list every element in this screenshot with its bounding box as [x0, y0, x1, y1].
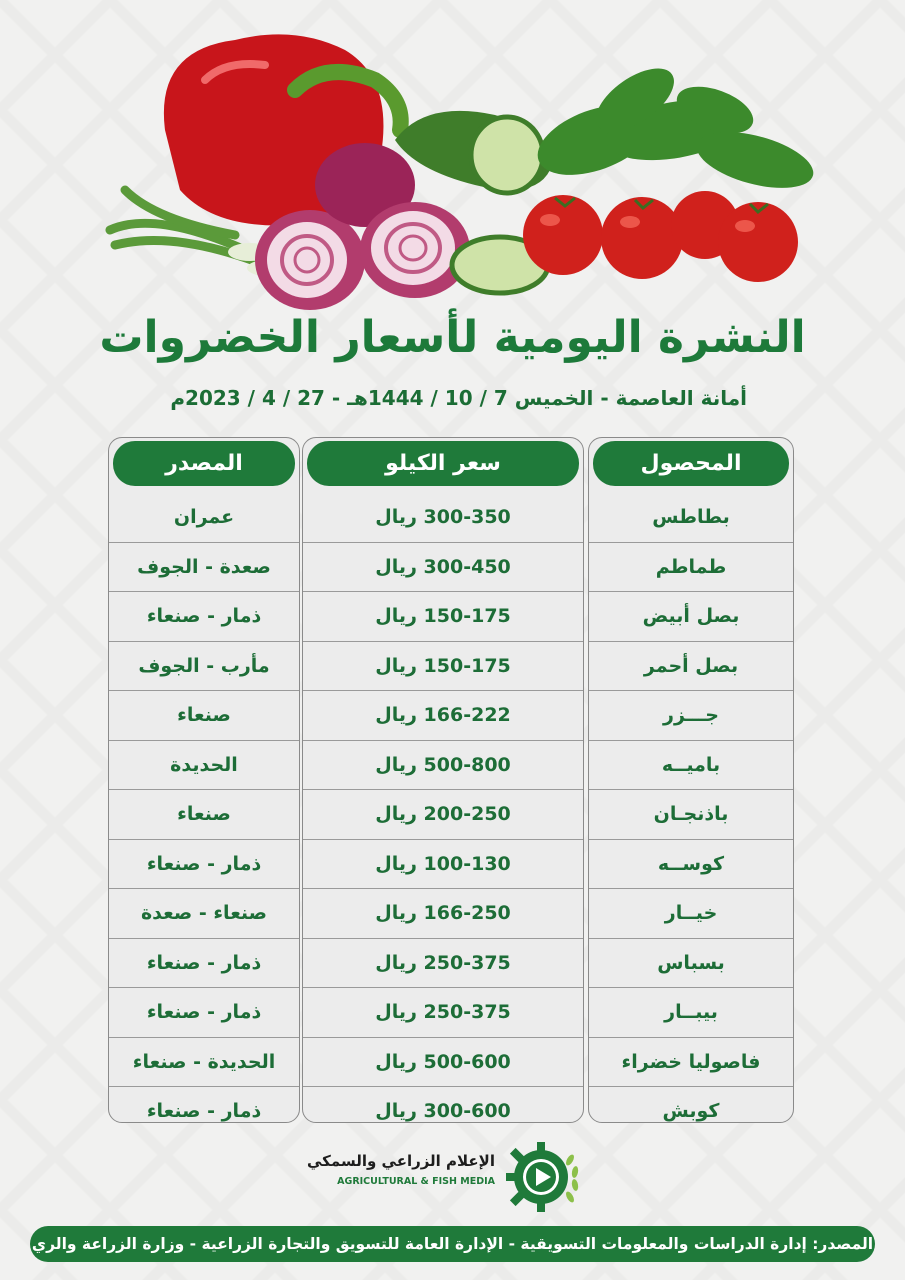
price-cell: 300-600 ريال: [303, 1086, 583, 1136]
logo-name-arabic: الإعلام الزراعي والسمكي: [306, 1152, 495, 1170]
item-cell: بصل أبيض: [589, 591, 793, 641]
source-cell: صنعاء: [109, 789, 299, 839]
logo-name-english: AGRICULTURAL & FISH MEDIA: [337, 1176, 495, 1187]
price-cell: 250-375 ريال: [303, 938, 583, 988]
source-cell: الحديدة - صنعاء: [109, 1037, 299, 1087]
price-cell: 300-450 ريال: [303, 542, 583, 592]
price-cell: 300-350 ريال: [375, 505, 511, 528]
item-cell: جـــزر: [589, 690, 793, 740]
source-cell: ذمار - صنعاء: [109, 839, 299, 889]
price-cell: 250-375 ريال: [303, 987, 583, 1037]
price-cell: 166-250 ريال: [303, 888, 583, 938]
item-cell: كوبش: [589, 1086, 793, 1136]
price-cell: 500-800 ريال: [303, 740, 583, 790]
price-column-header: سعر الكيلو: [307, 441, 579, 486]
price-cell: 150-175 ريال: [303, 591, 583, 641]
source-cell: صعدة - الجوف: [109, 542, 299, 592]
source-cell: عمران: [173, 505, 235, 528]
source-cell: ذمار - صنعاء: [109, 938, 299, 988]
vegetables-image: [95, 20, 825, 310]
source-cell: صنعاء: [109, 690, 299, 740]
item-cell: طماطم: [589, 542, 793, 592]
item-column-header: المحصول: [593, 441, 789, 486]
price-cell: 200-250 ريال: [303, 789, 583, 839]
item-cell: باميــه: [589, 740, 793, 790]
item-cell: فاصوليا خضراء: [589, 1037, 793, 1087]
price-cell: 500-600 ريال: [303, 1037, 583, 1087]
item-cell: خيــار: [589, 888, 793, 938]
item-cell: باذنجـان: [589, 789, 793, 839]
price-column: [302, 437, 584, 1123]
price-cell: 100-130 ريال: [303, 839, 583, 889]
date-location-subtitle: أمانة العاصمة - الخميس 7 / 10 / 1444هـ - 27 / 4 / 2023م: [170, 386, 747, 410]
source-cell: مأرب - الجوف: [109, 641, 299, 691]
item-column: [588, 437, 794, 1123]
source-footer: المصدر: إدارة الدراسات والمعلومات التسويقية - الإدارة العامة للتسويق والتجارة الزراعية - وزارة الزراعة والري: [30, 1226, 875, 1262]
item-cell: بسباس: [589, 938, 793, 988]
price-cell: 166-222 ريال: [303, 690, 583, 740]
item-cell: بطاطس: [652, 505, 730, 528]
page-title: النشرة اليومية لأسعار الخضروات: [99, 312, 806, 363]
source-column-header: المصدر: [113, 441, 295, 486]
source-cell: ذمار - صنعاء: [109, 591, 299, 641]
item-cell: بصل أحمر: [589, 641, 793, 691]
source-cell: صنعاء - صعدة: [109, 888, 299, 938]
item-cell: كوســه: [589, 839, 793, 889]
source-cell: ذمار - صنعاء: [109, 1086, 299, 1136]
source-cell: الحديدة: [109, 740, 299, 790]
source-cell: ذمار - صنعاء: [109, 987, 299, 1037]
gear-play-icon: [500, 1136, 582, 1218]
source-column: [108, 437, 300, 1123]
item-cell: بيبــار: [589, 987, 793, 1037]
price-cell: 150-175 ريال: [303, 641, 583, 691]
